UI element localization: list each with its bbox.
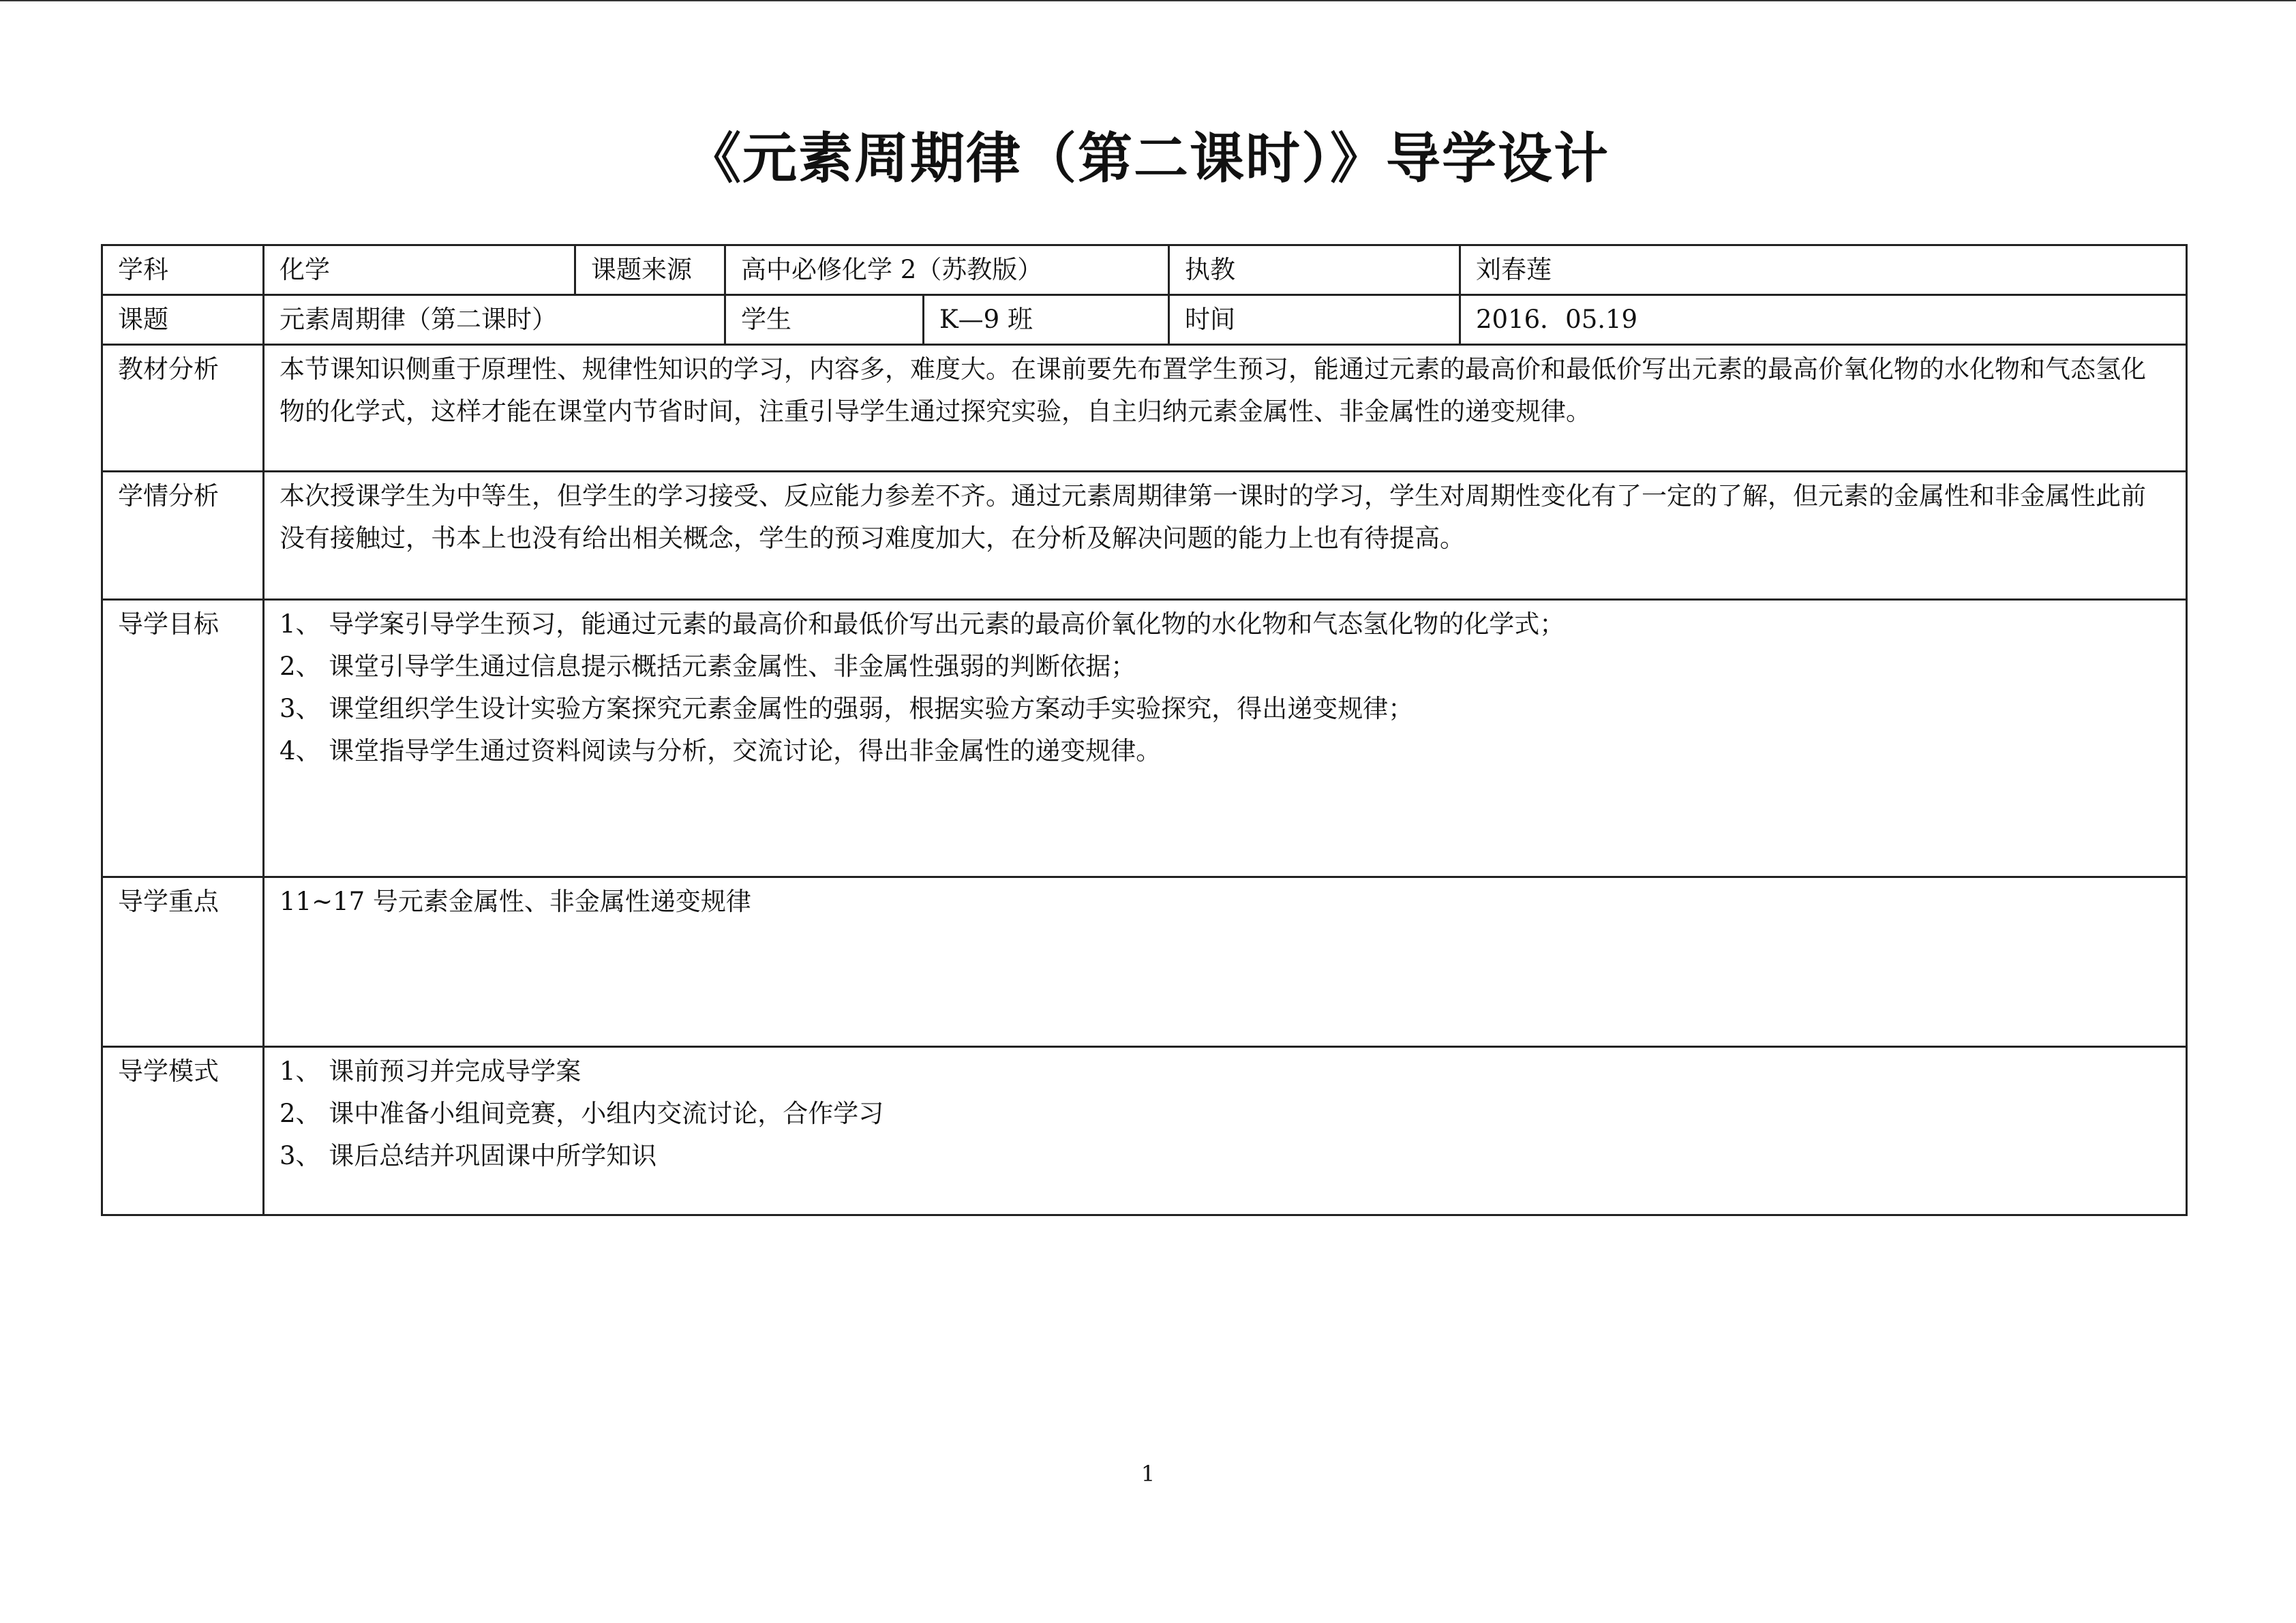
row-subject [102, 245, 2187, 295]
key-points-text: 11~17 号元素金属性、非金属性递变规律 [264, 877, 2187, 1047]
objectives-list [280, 603, 2171, 772]
students-label: 学生 [725, 295, 924, 345]
topic-value: 元素周期律（第二课时） [264, 295, 725, 345]
top-rule [0, 0, 2296, 1]
material-analysis-text: 本节课知识侧重于原理性、规律性知识的学习，内容多，难度大。在课前要先布置学生预习，能通过元素的最高价和最低价写出元素的最高价氧化物的水化物和气态氢化物的化学式，这样才能在课堂内节省时间，注重引导学生通过探究实验，自主归纳元素金属性、非金属性的递变规律。 [264, 345, 2187, 472]
lesson-plan-table [101, 244, 2188, 1216]
mode-item: 2、 课中准备小组间竞赛，小组内交流讨论，合作学习 [280, 1099, 884, 1128]
objective-item: 4、 课堂指导学生通过资料阅读与分析，交流讨论，得出非金属性的递变规律。 [280, 736, 1162, 765]
subject-label: 学科 [102, 245, 264, 295]
teacher-label: 执教 [1169, 245, 1460, 295]
student-analysis-text: 本次授课学生为中等生，但学生的学习接受、反应能力参差不齐。通过元素周期律第一课时的学习，学生对周期性变化有了一定的了解，但元素的金属性和非金属性此前没有接触过，书本上也没有给出相关概念，学生的预习难度加大，在分析及解决问题的能力上也有待提高。 [264, 472, 2187, 600]
row-objectives [102, 600, 2187, 877]
objectives-content [264, 600, 2187, 877]
mode-content [264, 1047, 2187, 1215]
time-value: 2016．05.19 [1460, 295, 2187, 345]
source-label: 课题来源 [575, 245, 725, 295]
row-student-analysis [102, 472, 2187, 600]
objective-item: 2、 课堂引导学生通过信息提示概括元素金属性、非金属性强弱的判断依据； [280, 652, 1136, 681]
students-value: K—9 班 [924, 295, 1169, 345]
time-label: 时间 [1169, 295, 1460, 345]
objective-item: 3、 课堂组织学生设计实验方案探究元素金属性的强弱，根据实验方案动手实验探究，得出递变规律； [280, 694, 1414, 723]
row-key-points [102, 877, 2187, 1047]
key-points-label: 导学重点 [102, 877, 264, 1047]
row-material-analysis [102, 345, 2187, 472]
mode-list [280, 1050, 2171, 1177]
source-value: 高中必修化学 2（苏教版） [725, 245, 1169, 295]
row-mode [102, 1047, 2187, 1215]
objectives-label: 导学目标 [102, 600, 264, 877]
mode-label: 导学模式 [102, 1047, 264, 1215]
topic-label: 课题 [102, 295, 264, 345]
page-number: 1 [1141, 1461, 1155, 1487]
row-topic [102, 295, 2187, 345]
material-analysis-label: 教材分析 [102, 345, 264, 472]
subject-value: 化学 [264, 245, 575, 295]
student-analysis-label: 学情分析 [102, 472, 264, 600]
objective-item: 1、 导学案引导学生预习，能通过元素的最高价和最低价写出元素的最高价氧化物的水化物和气态氢化物的化学式； [280, 609, 1565, 639]
mode-item: 1、 课前预习并完成导学案 [280, 1057, 581, 1086]
mode-item: 3、 课后总结并巩固课中所学知识 [280, 1141, 657, 1170]
teacher-value: 刘春莲 [1460, 245, 2187, 295]
document-title: 《元素周期律（第二课时）》导学设计 [686, 127, 1610, 190]
